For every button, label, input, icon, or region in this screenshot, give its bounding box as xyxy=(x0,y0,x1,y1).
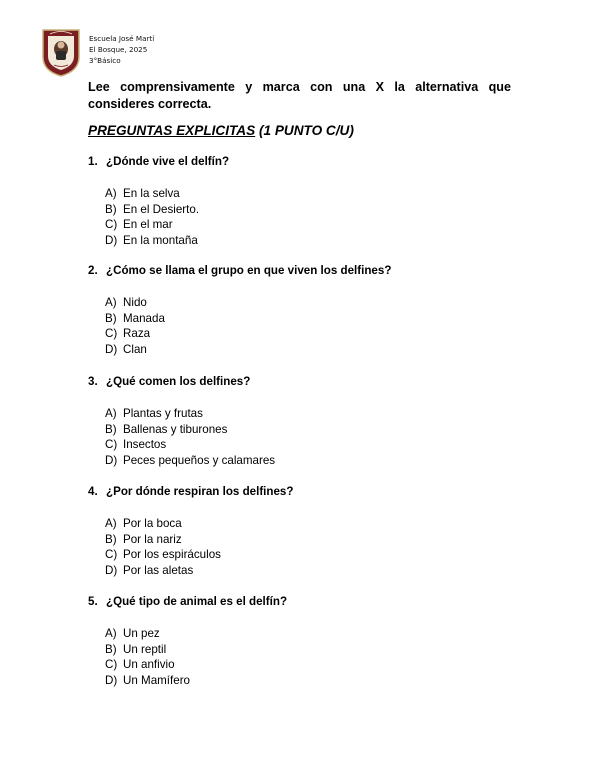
option-text: Ballenas y tiburones xyxy=(123,422,228,436)
option-text: Un reptil xyxy=(123,642,167,656)
option-letter: A) xyxy=(105,296,117,309)
option-c[interactable] xyxy=(105,326,548,342)
question-5 xyxy=(88,595,548,688)
school-header xyxy=(89,33,154,66)
question-text xyxy=(88,375,548,389)
option-d[interactable] xyxy=(105,453,548,469)
school-crest-logo xyxy=(42,27,80,77)
question-text xyxy=(88,155,548,169)
option-text: Nido xyxy=(123,296,147,309)
option-letter: A) xyxy=(105,407,117,420)
option-text: Plantas y frutas xyxy=(123,407,203,420)
section-title-text: PREGUNTAS EXPLICITAS xyxy=(88,123,256,138)
option-text: Un anfivio xyxy=(123,658,175,672)
option-letter: A) xyxy=(105,627,117,640)
option-letter: C) xyxy=(105,658,118,672)
question-label: ¿Qué comen los delfines? xyxy=(106,375,251,388)
option-text: Por la nariz xyxy=(123,532,182,546)
option-text: Por los espiráculos xyxy=(123,548,221,562)
option-text: En la montaña xyxy=(123,233,198,247)
option-text: Insectos xyxy=(123,438,167,452)
option-list xyxy=(88,626,548,688)
option-letter: C) xyxy=(105,548,118,562)
school-location: El Bosque, 2025 xyxy=(89,45,148,54)
option-text: En el Desierto. xyxy=(123,202,200,216)
instructions: Lee comprensivamente y marca con una X la alternativa que consideres correcta. xyxy=(88,80,511,111)
question-label: ¿Cómo se llama el grupo en que viven los delfines? xyxy=(106,264,392,277)
option-letter: A) xyxy=(105,187,117,200)
option-a[interactable] xyxy=(105,295,548,311)
question-number: 3. xyxy=(88,375,98,388)
question-2 xyxy=(88,264,548,357)
option-letter: D) xyxy=(105,453,118,467)
school-name: Escuela José Martí xyxy=(89,34,155,43)
option-text: En el mar xyxy=(123,218,173,232)
question-label: ¿Por dónde respiran los delfines? xyxy=(106,485,294,498)
option-a[interactable] xyxy=(105,516,548,532)
question-number: 2. xyxy=(88,264,98,277)
question-1 xyxy=(88,155,548,248)
option-letter: B) xyxy=(105,202,117,216)
option-c[interactable] xyxy=(105,657,548,673)
question-label: ¿Dónde vive el delfín? xyxy=(106,155,230,168)
option-letter: B) xyxy=(105,642,117,656)
option-letter: C) xyxy=(105,438,118,452)
option-text: En la selva xyxy=(123,187,180,200)
option-b[interactable] xyxy=(105,642,548,658)
option-a[interactable] xyxy=(105,406,548,422)
option-text: Clan xyxy=(123,342,147,356)
option-letter: C) xyxy=(105,218,118,232)
option-d[interactable] xyxy=(105,673,548,689)
option-c[interactable] xyxy=(105,437,548,453)
option-letter: D) xyxy=(105,342,118,356)
question-3 xyxy=(88,375,548,468)
option-b[interactable] xyxy=(105,532,548,548)
option-letter: D) xyxy=(105,673,118,687)
question-number: 5. xyxy=(88,595,98,608)
option-text: Por las aletas xyxy=(123,563,194,577)
option-b[interactable] xyxy=(105,311,548,327)
question-number: 1. xyxy=(88,155,98,168)
option-text: Por la boca xyxy=(123,517,182,530)
option-d[interactable] xyxy=(105,342,548,358)
option-list xyxy=(88,186,548,248)
option-a[interactable] xyxy=(105,186,548,202)
option-c[interactable] xyxy=(105,547,548,563)
option-b[interactable] xyxy=(105,202,548,218)
question-label: ¿Qué tipo de animal es el delfín? xyxy=(106,595,288,608)
option-list xyxy=(88,516,548,578)
option-list xyxy=(88,406,548,468)
question-text xyxy=(88,595,548,609)
question-text xyxy=(88,485,548,499)
option-list xyxy=(88,295,548,357)
option-letter: A) xyxy=(105,517,117,530)
grade-level: 3°Básico xyxy=(89,56,121,65)
option-d[interactable] xyxy=(105,563,548,579)
question-4 xyxy=(88,485,548,578)
option-letter: B) xyxy=(105,532,117,546)
option-a[interactable] xyxy=(105,626,548,642)
option-letter: B) xyxy=(105,311,117,325)
question-text xyxy=(88,264,548,278)
option-letter: D) xyxy=(105,233,118,247)
option-text: Peces pequeños y calamares xyxy=(123,453,276,467)
option-letter: D) xyxy=(105,563,118,577)
option-text: Raza xyxy=(123,327,151,341)
option-c[interactable] xyxy=(105,217,548,233)
option-letter: C) xyxy=(105,327,118,341)
option-text: Un Mamífero xyxy=(123,673,191,687)
option-b[interactable] xyxy=(105,422,548,438)
section-title xyxy=(88,123,354,138)
option-text: Manada xyxy=(123,311,165,325)
option-d[interactable] xyxy=(105,233,548,249)
section-points: (1 PUNTO C/U) xyxy=(258,123,354,138)
option-text: Un pez xyxy=(123,627,160,640)
option-letter: B) xyxy=(105,422,117,436)
question-number: 4. xyxy=(88,485,98,498)
